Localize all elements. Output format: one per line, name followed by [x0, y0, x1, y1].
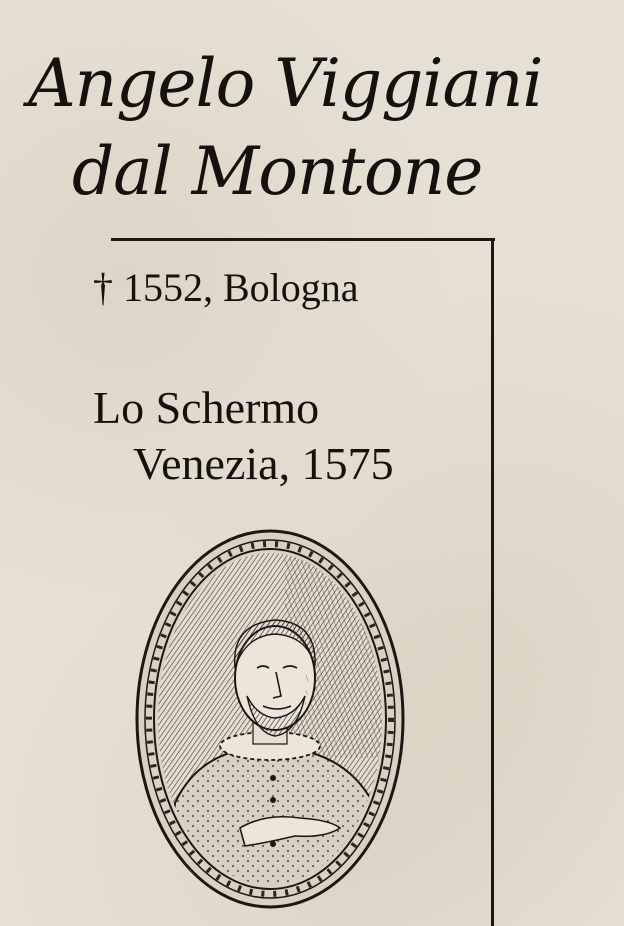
frame-right-rule — [491, 238, 494, 926]
frame-top-rule — [111, 238, 495, 241]
name-heading — [28, 40, 608, 216]
treatise-title: Lo Schermo — [93, 382, 320, 433]
death-info: † 1552, Bologna — [93, 265, 359, 310]
portrait-medallion-icon — [135, 528, 405, 910]
name-line-1: Angelo Viggiani — [28, 45, 543, 122]
treatise-place-date: Venezia, 1575 — [133, 438, 394, 489]
treatise-info — [93, 380, 394, 492]
name-line-2: dal Montone — [72, 133, 483, 210]
